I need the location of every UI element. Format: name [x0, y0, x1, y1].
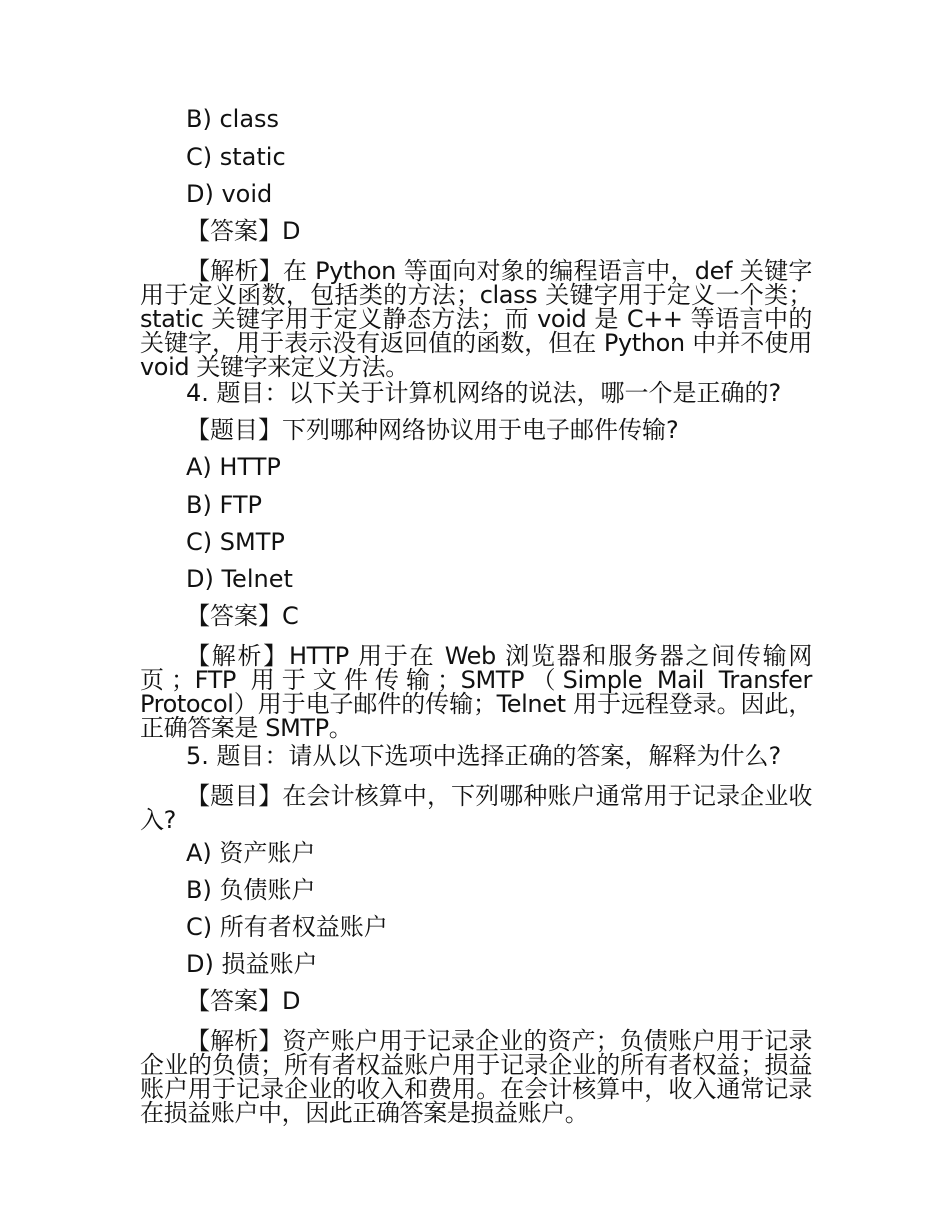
q4-question: 【题目】下列哪种网络协议用于电子邮件传输?	[186, 416, 679, 444]
q3-explanation: 【解析】在 Python 等面向对象的编程语言中，def 关键字用于定义函数，包括类的方法；class 关键字用于定义一个类；static 关键字用于定义静态方法；而 void 是 C++ 等语言中的关键字，用于表示没有返回值的函数，但在 Python 中并不使用 void 关键字来定义方法。	[140, 257, 812, 381]
q4-answer: 【答案】C	[186, 602, 299, 630]
q4-option-c: C) SMTP	[186, 528, 285, 556]
q5-option-b: B) 负债账户	[186, 876, 316, 904]
q5-explanation: 【解析】资产账户用于记录企业的资产；负债账户用于记录企业的负债；所有者权益账户用于记录企业的所有者权益；损益账户用于记录企业的收入和费用。在会计核算中，收入通常记录在损益账户中，因此正确答案是损益账户。	[140, 1027, 812, 1127]
q5-option-d: D) 损益账户	[186, 950, 318, 978]
q4-heading: 4. 题目：以下关于计算机网络的说法，哪一个是正确的?	[186, 379, 782, 407]
q3-option-d: D) void	[186, 180, 273, 208]
q3-option-b: B) class	[186, 105, 280, 133]
q4-option-a: A) HTTP	[186, 453, 281, 481]
q3-answer: 【答案】D	[186, 217, 301, 245]
q4-option-b: B) FTP	[186, 491, 262, 519]
q5-heading: 5. 题目：请从以下选项中选择正确的答案，解释为什么?	[186, 742, 782, 770]
q4-option-d: D) Telnet	[186, 565, 293, 593]
q5-option-c: C) 所有者权益账户	[186, 913, 388, 941]
q4-explanation: 【解析】HTTP 用于在 Web 浏览器和服务器之间传输网页；FTP 用于文件传输；SMTP（Simple Mail Transfer Protocol）用于电子邮件的传输；Telnet 用于远程登录。因此，正确答案是 SMTP。	[140, 642, 812, 742]
q5-option-a: A) 资产账户	[186, 839, 316, 867]
q5-question: 【题目】在会计核算中，下列哪种账户通常用于记录企业收入?	[140, 782, 812, 834]
q5-answer: 【答案】D	[186, 987, 301, 1015]
q3-option-c: C) static	[186, 143, 286, 171]
